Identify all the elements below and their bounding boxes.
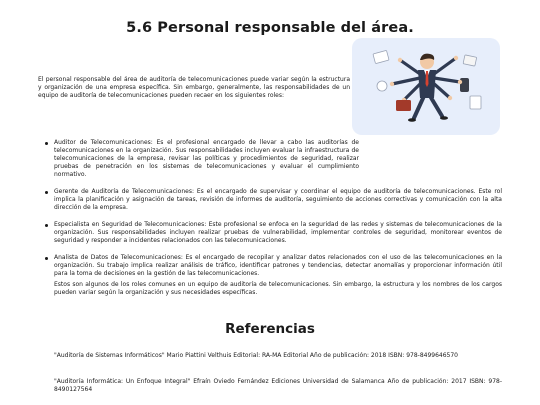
page-title: 5.6 Personal responsable del área. [126,20,414,36]
reference-item: "Auditoría Informática: Un Enfoque Integral" Efraín Oviedo Fernández Ediciones Universidad de Salamanca Año de publicación: 2017 ISBN: 978-8490127564 [54,378,502,393]
intro-paragraph: El personal responsable del área de auditoría de telecomunicaciones puede variar según la estructura y organización de una empresa específica. Sin embargo, generalmente, las responsabilidades de un equipo de auditoría de telecomunicaciones pueden recaer en los siguientes roles: [38,76,350,99]
list-item: Analista de Datos de Telecomunicaciones: Es el encargado de recopilar y analizar datos relacionados con el uso de las telecomunicaciones en la organización. Su trabajo implica realizar análisis de tráfico, identificar patrones y tendencias, detectar anomalías y proporcionar información útil para la toma de decisiones en la gestión de las telecomunicaciones. [38,254,502,278]
illustration [352,38,500,135]
list-item: Especialista en Seguridad de Telecomunicaciones: Este profesional se enfoca en la seguridad de las redes y sistemas de telecomunicaciones de la organización. Sus responsabilidades incluyen realizar pruebas de vulnerabilidad, implementar controles de seguridad, monitorear eventos de seguridad y responder a incidentes relacionados con las telecomunicaciones. [38,221,502,245]
reference-item: "Auditoría de Sistemas Informáticos" Mario Piattini Velthuis Editorial: RA-MA Editorial Año de publicación: 2018 ISBN: 978-8499646570 [54,352,459,359]
multitasking-businessman-icon [352,38,500,135]
list-item: Auditor de Telecomunicaciones: Es el profesional encargado de llevar a cabo las auditorías de telecomunicaciones en la organización. Sus responsabilidades incluyen evaluar la infraestructura de telecomunicaciones de la empresa, revisar las políticas y procedimientos de seguridad, realizar pruebas de penetración en los sistemas de telecomunicaciones y evaluar el cumplimiento normativo. [38,139,359,179]
list-item: Gerente de Auditoría de Telecomunicaciones: Es el encargado de supervisar y coordinar el equipo de auditoría de telecomunicaciones. Este rol implica la planificación y asignación de tareas, revisión de informes de auditoría, seguimiento de acciones correctivas y comunicación con la alta dirección de la empresa. [38,188,502,212]
references-heading: Referencias [225,321,315,337]
outro-paragraph: Estos son algunos de los roles comunes en un equipo de auditoría de telecomunicaciones. Sin embargo, la estructura y los nombres de los cargos pueden variar según la organización y sus necesidades específicas. [54,281,502,296]
roles-list [38,139,502,287]
